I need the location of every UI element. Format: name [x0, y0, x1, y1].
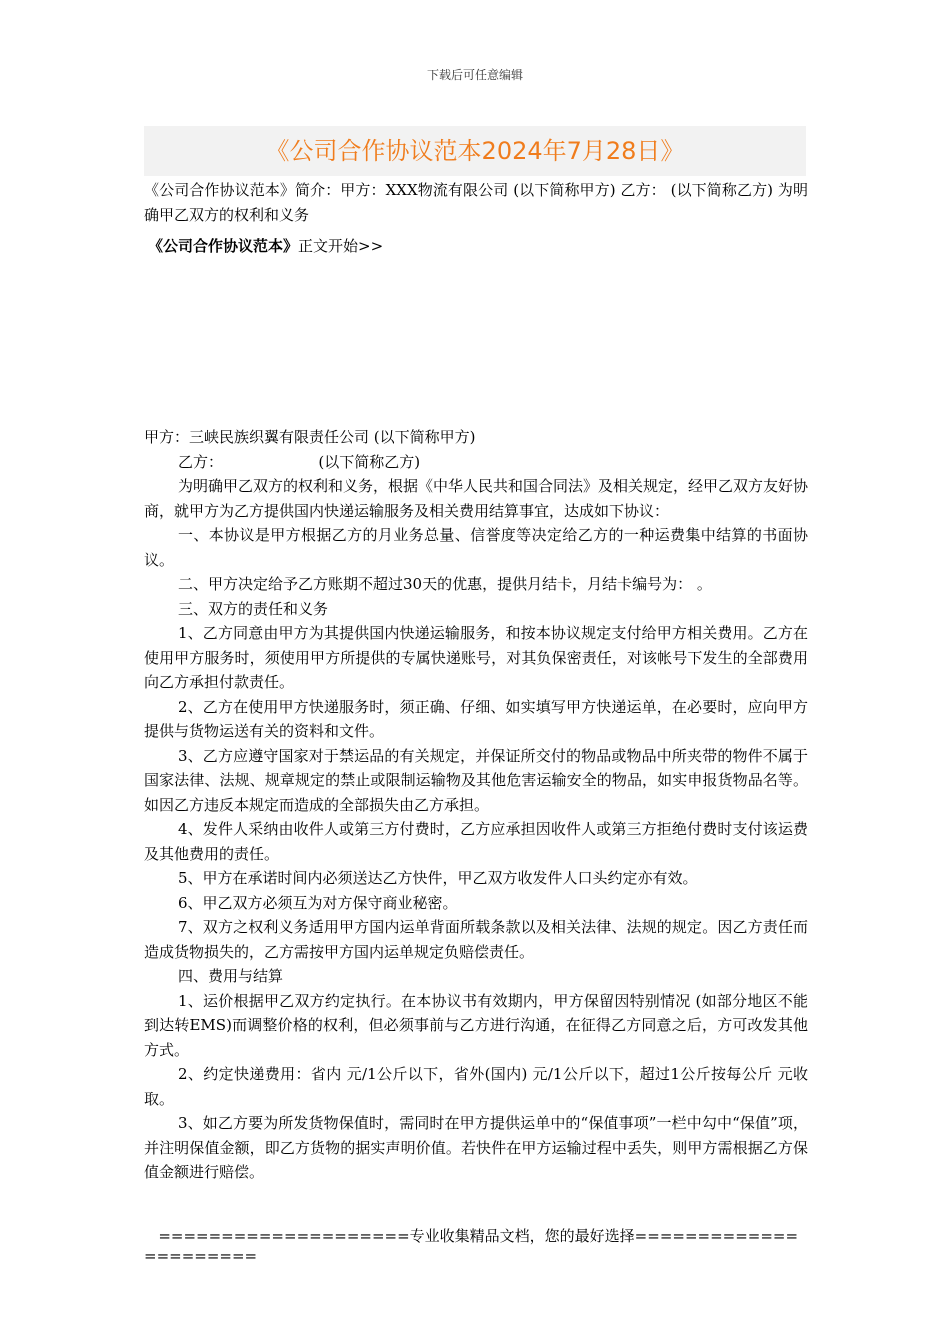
intro-summary: 《公司合作协议范本》简介：甲方：XXX物流有限公司 (以下简称甲方) 乙方： (以下简称乙方) 为明确甲乙双方的权利和义务 — [144, 181, 808, 224]
paragraph: 为明确甲乙双方的权利和义务，根据《中华人民共和国合同法》及相关规定，经甲乙双方友好协商，就甲方为乙方提供国内快递运输服务及相关费用结算事宜，达成如下协议： — [144, 477, 809, 520]
paragraph: 1、乙方同意由甲方为其提供国内快递运输服务，和按本协议规定支付给甲方相关费用。乙方在使用甲方服务时，须使用甲方所提供的专属快递账号，对其负保密责任，对该帐号下发生的全部费用向乙方承担付款责任。 — [144, 624, 808, 691]
paragraph: 一、本协议是甲方根据乙方的月业务总量、信誉度等决定给乙方的一种运费集中结算的书面协议。 — [144, 526, 808, 569]
paragraph: 2、约定快递费用：省内 元/1公斤以下，省外(国内) 元/1公斤以下，超过1公斤按每公斤 元收取。 — [144, 1065, 808, 1108]
paragraph: 二、甲方决定给予乙方账期不超过30天的优惠，提供月结卡，月结卡编号为： 。 — [178, 575, 712, 593]
paragraph: 2、乙方在使用甲方快递服务时，须正确、仔细、如实填写甲方快递运单，在必要时，应向甲方提供与货物运送有关的资料和文件。 — [144, 697, 808, 740]
paragraph: 7、双方之权利义务适用甲方国内运单背面所载条款以及相关法律、法规的规定。因乙方责任而造成货物损失的，乙方需按甲方国内运单规定负赔偿责任。 — [144, 918, 808, 961]
footer-banner: ====================专业收集精品文档，您的最好选择====================== — [144, 1227, 799, 1265]
body-start-bold: 《公司合作协议范本》 — [148, 237, 299, 255]
party-b-line: 乙方： (以下简称乙方) — [178, 452, 421, 471]
paragraph: 3、乙方应遵守国家对于禁运品的有关规定，并保证所交付的物品或物品中所夹带的物件不属于国家法律、法规、规章规定的禁止或限制运输物及其他危害运输安全的物品，如实申报货物品名等。如因乙方违反本规定而造成的全部损失由乙方承担。 — [144, 746, 808, 814]
paragraph: 5、甲方在承诺时间内必须送达乙方快件，甲乙双方收发件人口头约定亦有效。 — [178, 869, 698, 887]
contract-body — [144, 425, 808, 1185]
section-heading: 四、费用与结算 — [178, 967, 284, 985]
body-start-rest: 正文开始>> — [298, 237, 384, 255]
document-title: 《公司合作协议范本2024年7月28日》 — [144, 126, 806, 176]
paragraph: 3、如乙方要为所发货物保值时，需同时在甲方提供运单中的“保值事项”一栏中勾中“保值”项，并注明保值金额，即乙方货物的据实声明价值。若快件在甲方运输过程中丢失，则甲方需根据乙方保值金额进行赔偿。 — [144, 1114, 808, 1181]
section-heading: 三、双方的责任和义务 — [178, 599, 329, 618]
header-note: 下载后可任意编辑 — [426, 68, 523, 82]
paragraph: 6、甲乙双方必须互为对方保守商业秘密。 — [178, 893, 458, 912]
body-start-label — [148, 234, 383, 259]
paragraph: 4、发件人采纳由收件人或第三方付费时，乙方应承担因收件人或第三方拒绝付费时支付该运费及其他费用的责任。 — [144, 820, 808, 863]
party-a-line: 甲方：三峡民族织翼有限责任公司 (以下简称甲方) — [144, 428, 476, 446]
paragraph: 1、运价根据甲乙双方约定执行。在本协议书有效期内，甲方保留因特别情况 (如部分地区不能到达转EMS)而调整价格的权利，但必须事前与乙方进行沟通，在征得乙方同意之后，方可改发其他方式。 — [144, 991, 808, 1059]
